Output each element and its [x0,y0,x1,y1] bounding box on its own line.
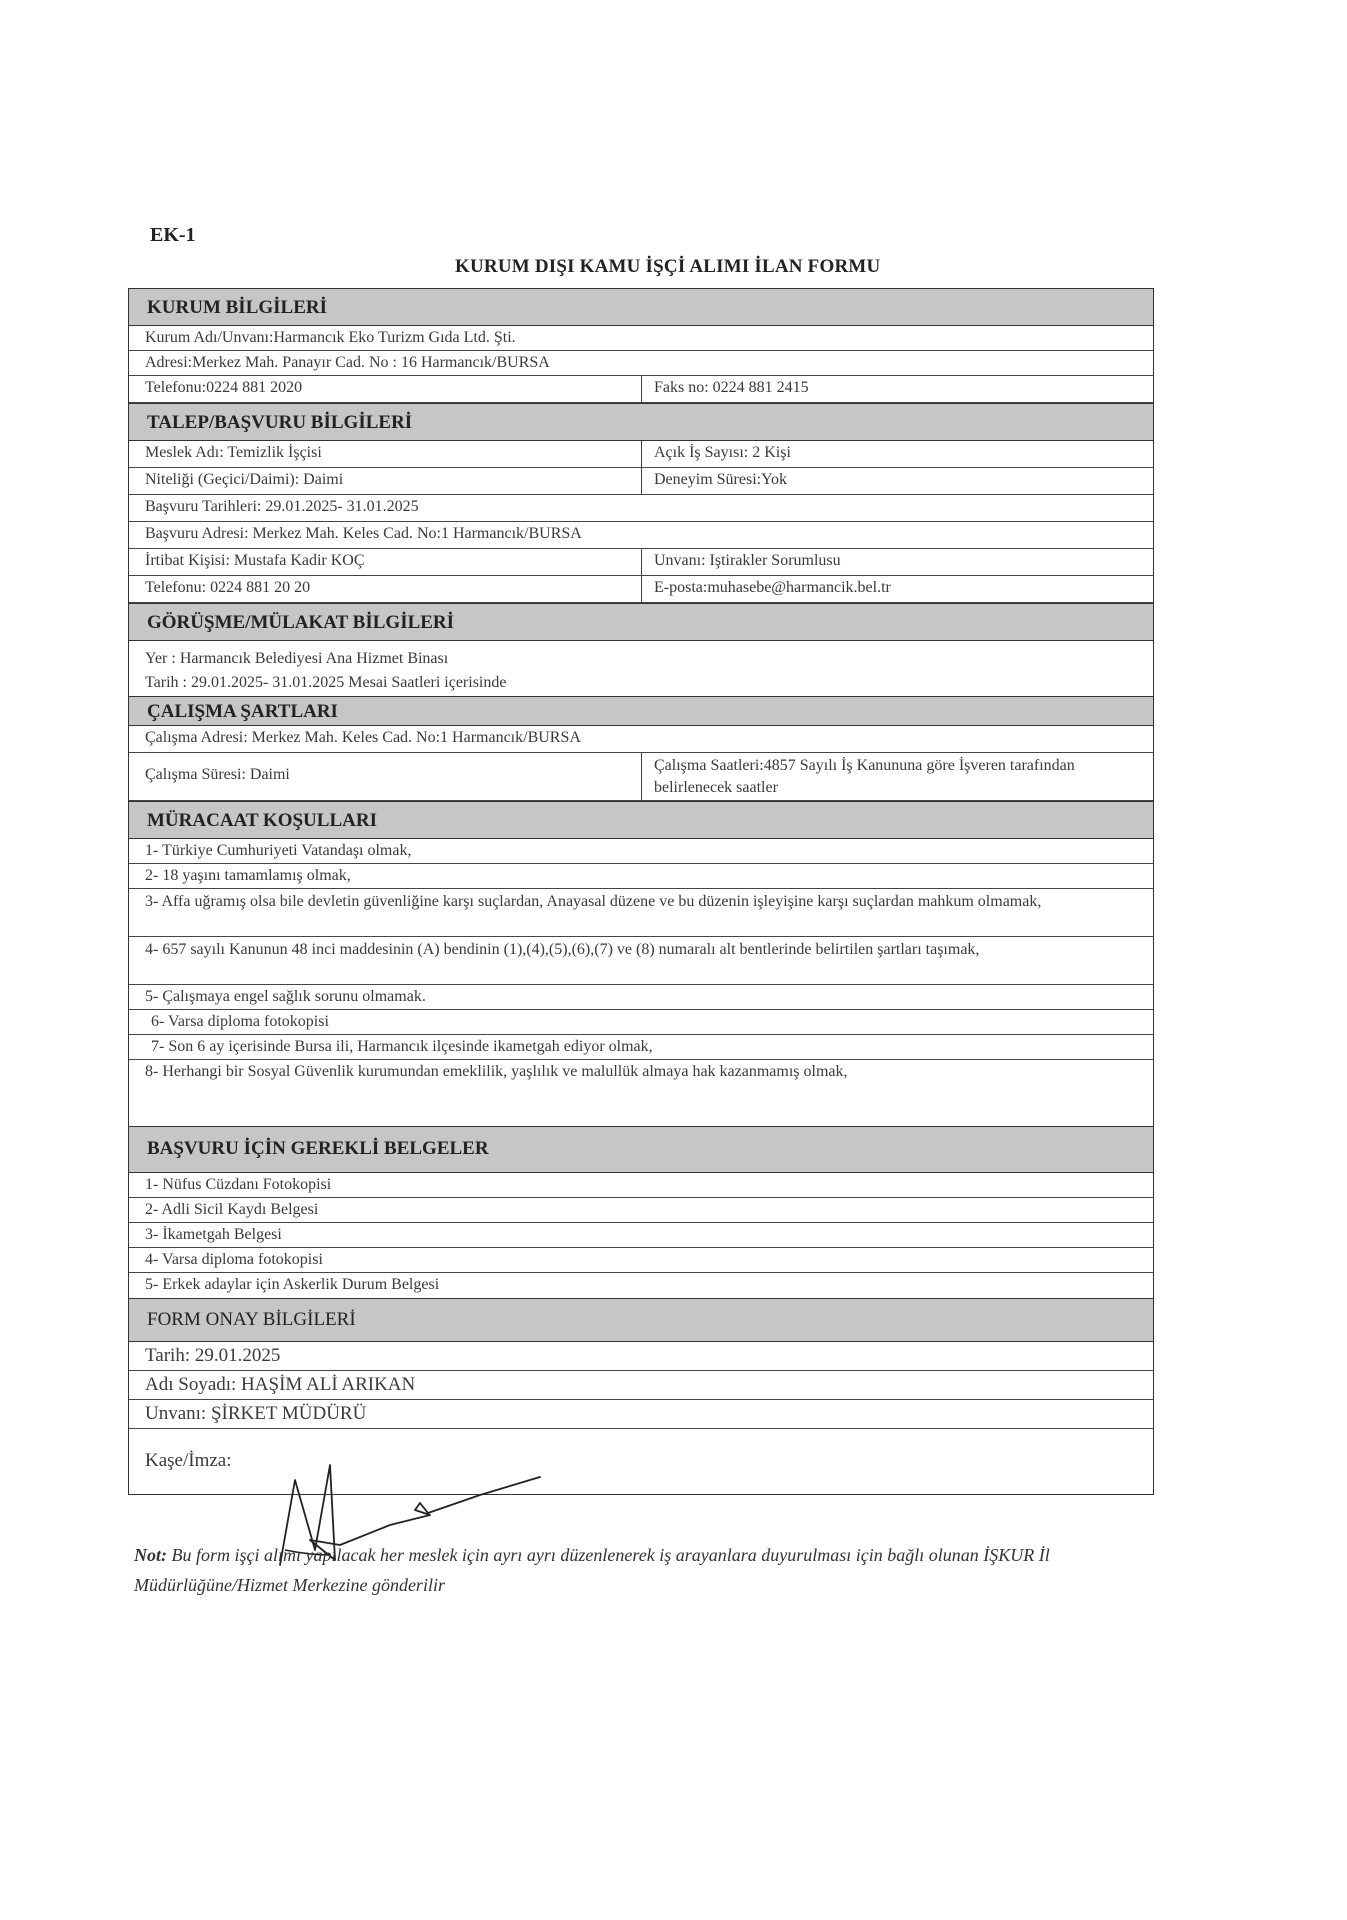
row-basvuru-adres [129,522,1153,549]
calisma-adres: Çalışma Adresi: Merkez Mah. Keles Cad. No:1 Harmancık/BURSA [145,729,581,746]
list-item [129,1060,1153,1087]
footer-note [134,1540,1164,1600]
muracaat-item-3: 3- Affa uğramış olsa bile devletin güvenliğine karşı suçlardan, Anayasal düzene ve bu düzenin işleyişine karşı suçlardan mahkum olmamak, [145,893,1042,910]
belge-item-1: 1- Nüfus Cüzdanı Fotokopisi [145,1176,332,1193]
list-item [129,864,1153,889]
muracaat-item-2: 2- 18 yaşını tamamlamış olmak, [145,867,351,884]
belge-item-3: 3- İkametgah Belgesi [145,1226,282,1243]
section-muracaat: MÜRACAAT KOŞULLARI [129,801,1153,839]
list-item [129,889,1153,937]
row-meslek [129,441,1153,468]
list-item [129,1173,1153,1198]
row-onay-tarih [129,1342,1153,1371]
talep-tarihler: Başvuru Tarihleri: 29.01.2025- 31.01.2025 [145,498,419,515]
muracaat-item-7: 7- Son 6 ay içerisinde Bursa ili, Harmancık ilçesinde ikametgah ediyor olmak, [151,1038,653,1055]
calisma-sure: Çalışma Süresi: Daimi [145,766,290,783]
calisma-saatler: Çalışma Saatleri:4857 Sayılı İş Kanununa göre İşveren tarafından belirlenecek saatler [641,753,1153,800]
muracaat-item-6: 6- Varsa diploma fotokopisi [151,1013,329,1030]
belge-item-2: 2- Adli Sicil Kaydı Belgesi [145,1201,319,1218]
kurum-address: Adresi:Merkez Mah. Panayır Cad. No : 16 Harmancık/BURSA [145,354,550,371]
note-text: Bu form işçi alımı yapılacak her meslek için ayrı ayrı düzenlenerek iş arayanlara duyurulması için bağlı olunan İŞKUR İl Müdürlüğüne/Hizmet Merkezine gönderilir [134,1545,1050,1595]
talep-meslek: Meslek Adı: Temizlik İşçisi [145,444,322,461]
list-item [129,937,1153,985]
belge-item-5: 5- Erkek adaylar için Askerlik Durum Belgesi [145,1276,440,1293]
list-item [129,839,1153,864]
list-item [129,1248,1153,1273]
talep-telefon: Telefonu: 0224 881 20 20 [145,579,311,596]
row-nitelik [129,468,1153,495]
section-gorusme: GÖRÜŞME/MÜLAKAT BİLGİLERİ [129,603,1153,641]
talep-acik-is: Açık İş Sayısı: 2 Kişi [641,441,1153,467]
section-talep: TALEP/BAŞVURU BİLGİLERİ [129,403,1153,441]
note-label: Not: [134,1545,167,1565]
muracaat-item-4: 4- 657 sayılı Kanunun 48 inci maddesinin (A) bendinin (1),(4),(5),(6),(7) ve (8) numaralı alt bentlerinde belirtilen şartları taşımak, [145,941,980,958]
onay-ad-soyad: Adı Soyadı: HAŞİM ALİ ARIKAN [145,1374,416,1395]
row-gorusme-yer [129,641,1153,671]
kurum-phone: Telefonu:0224 881 2020 [145,379,303,396]
gorusme-tarih: Tarih : 29.01.2025- 31.01.2025 Mesai Saatleri içerisinde [145,674,507,691]
form-title: KURUM DIŞI KAMU İŞÇİ ALIMI İLAN FORMU [455,256,881,277]
talep-unvan: Unvanı: Iştirakler Sorumlusu [641,549,1153,575]
list-item [129,1035,1153,1060]
section-belgeler: BAŞVURU İÇİN GEREKLİ BELGELER [129,1127,1153,1173]
onay-unvan: Unvanı: ŞİRKET MÜDÜRÜ [145,1403,367,1424]
kurum-name: Kurum Adı/Unvanı:Harmancık Eko Turizm Gıda Ltd. Şti. [145,329,516,346]
list-item [129,1223,1153,1248]
belge-item-4: 4- Varsa diploma fotokopisi [145,1251,323,1268]
onay-tarih: Tarih: 29.01.2025 [145,1345,281,1366]
row-kurum-contact [129,376,1153,403]
talep-adres: Başvuru Adresi: Merkez Mah. Keles Cad. No:1 Harmancık/BURSA [145,525,582,542]
talep-deneyim: Deneyim Süresi:Yok [641,468,1153,494]
talep-irtibat: İrtibat Kişisi: Mustafa Kadir KOÇ [145,552,365,569]
annex-label: EK-1 [150,224,196,246]
list-item [129,1198,1153,1223]
section-onay: FORM ONAY BİLGİLERİ [129,1298,1153,1342]
kurum-fax: Faks no: 0224 881 2415 [641,376,1153,402]
row-onay-unvan [129,1400,1153,1429]
row-kurum-address [129,351,1153,376]
row-irtibat [129,549,1153,576]
row-gorusme-tarih [129,671,1153,696]
row-calisma-sure [129,753,1153,801]
onay-imza-label: Kaşe/İmza: [145,1450,232,1471]
muracaat-item-8: 8- Herhangi bir Sosyal Güvenlik kurumundan emeklilik, yaşlılık ve malullük almaya hak kazanmamış olmak, [145,1063,848,1080]
gorusme-yer: Yer : Harmancık Belediyesi Ana Hizmet Binası [145,650,449,667]
belgeler-list [129,1173,1153,1298]
row-tarihler [129,495,1153,522]
row-kurum-name [129,326,1153,351]
talep-eposta: E-posta:muhasebe@harmancik.bel.tr [641,576,1153,602]
list-item [129,1010,1153,1035]
list-item [129,985,1153,1010]
talep-nitelik: Niteliği (Geçici/Daimi): Daimi [145,471,344,488]
announcement-form [128,288,1154,1495]
section-calisma: ÇALIŞMA ŞARTLARI [129,696,1153,726]
muracaat-list [129,839,1153,1087]
muracaat-item-1: 1- Türkiye Cumhuriyeti Vatandaşı olmak, [145,842,412,859]
row-onay-ad [129,1371,1153,1400]
blank-gap [129,1087,1153,1127]
list-item [129,1273,1153,1298]
row-calisma-adres [129,726,1153,753]
row-talep-telefon [129,576,1153,603]
section-kurum: KURUM BİLGİLERİ [129,288,1153,326]
muracaat-item-5: 5- Çalışmaya engel sağlık sorunu olmamak. [145,988,426,1005]
